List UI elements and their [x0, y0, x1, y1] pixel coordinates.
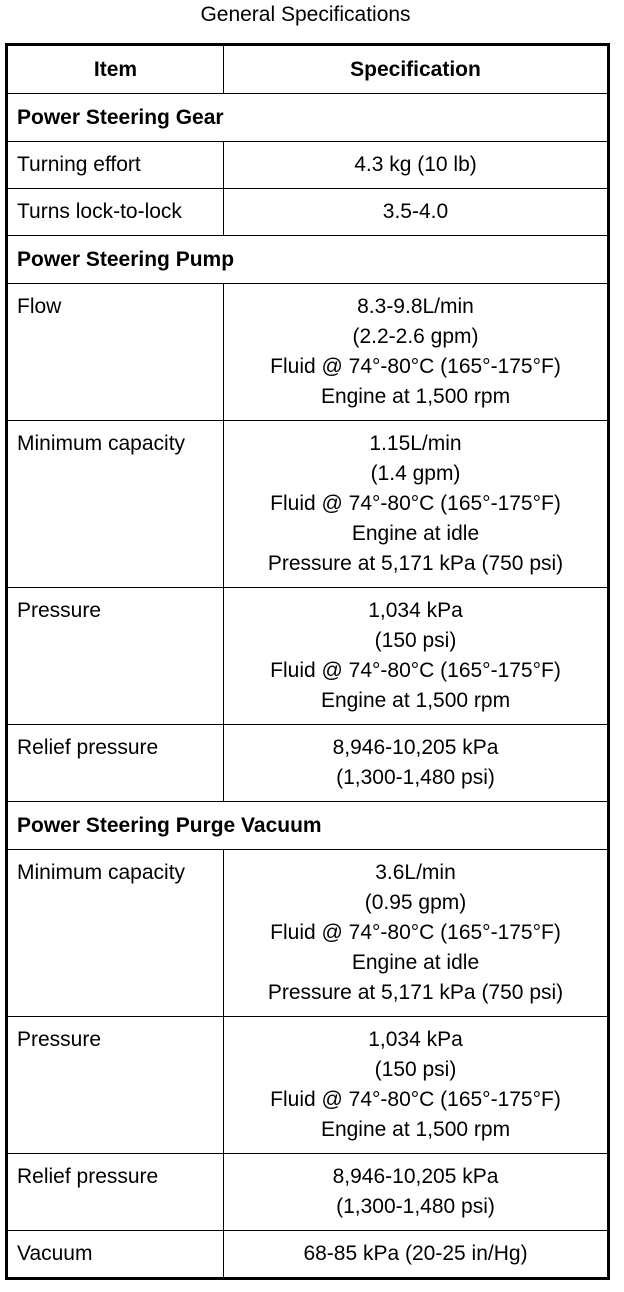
- table-row: [7, 142, 609, 189]
- specification-cell: [224, 725, 609, 802]
- specification-line: (150 psi): [374, 629, 457, 652]
- item-cell: Relief pressure: [7, 1154, 224, 1231]
- section-heading: Power Steering Purge Vacuum: [7, 802, 609, 850]
- specification-line: (1,300-1,480 psi): [336, 766, 495, 789]
- item-cell: Turning effort: [7, 142, 224, 189]
- item-cell: Minimum capacity: [7, 421, 224, 588]
- specification-line: Pressure at 5,171 kPa (750 psi): [267, 981, 564, 1004]
- specification-line: 1,034 kPa: [368, 1028, 463, 1051]
- specification-line: Fluid @ 74°-80°C (165°-175°F): [270, 659, 561, 682]
- section-heading: Power Steering Pump: [7, 236, 609, 284]
- specification-cell: [224, 189, 609, 236]
- specification-line: 3.5-4.0: [382, 200, 449, 223]
- section-row: [7, 94, 609, 142]
- specification-line: 1,034 kPa: [368, 599, 463, 622]
- specification-line: Engine at 1,500 rpm: [320, 689, 511, 712]
- specification-cell: [224, 1154, 609, 1231]
- specification-line: Engine at 1,500 rpm: [320, 1118, 511, 1141]
- table-row: [7, 284, 609, 421]
- table-header-row: [7, 45, 609, 94]
- table-row: [7, 189, 609, 236]
- specification-cell: [224, 588, 609, 725]
- specification-line: 8.3-9.8L/min: [357, 295, 474, 318]
- item-cell: Pressure: [7, 1017, 224, 1154]
- item-cell: Minimum capacity: [7, 850, 224, 1017]
- specification-line: Engine at idle: [351, 522, 480, 545]
- table-row: [7, 421, 609, 588]
- table-body: [7, 94, 609, 1279]
- item-cell: Vacuum: [7, 1231, 224, 1279]
- table-row: [7, 588, 609, 725]
- specification-line: Engine at 1,500 rpm: [320, 385, 511, 408]
- specification-line: 68-85 kPa (20-25 in/Hg): [303, 1242, 528, 1265]
- specification-line: (1,300-1,480 psi): [336, 1195, 495, 1218]
- specification-line: (1.4 gpm): [370, 462, 461, 485]
- table-row: [7, 1231, 609, 1279]
- specification-line: Pressure at 5,171 kPa (750 psi): [267, 552, 564, 575]
- item-cell: Turns lock-to-lock: [7, 189, 224, 236]
- item-cell: Flow: [7, 284, 224, 421]
- specification-line: 8,946-10,205 kPa: [332, 1165, 499, 1188]
- specification-line: 8,946-10,205 kPa: [332, 736, 499, 759]
- table-row: [7, 1017, 609, 1154]
- specification-line: (0.95 gpm): [364, 891, 467, 914]
- table-row: [7, 725, 609, 802]
- item-cell: Pressure: [7, 588, 224, 725]
- specification-line: Fluid @ 74°-80°C (165°-175°F): [270, 921, 561, 944]
- specification-line: 1.15L/min: [369, 432, 462, 455]
- specification-cell: [224, 421, 609, 588]
- specification-cell: [224, 284, 609, 421]
- section-row: [7, 236, 609, 284]
- specification-cell: [224, 1231, 609, 1279]
- specification-line: Fluid @ 74°-80°C (165°-175°F): [270, 1088, 561, 1111]
- specification-line: 4.3 kg (10 lb): [354, 153, 477, 176]
- specification-line: Fluid @ 74°-80°C (165°-175°F): [270, 355, 561, 378]
- specification-line: (2.2-2.6 gpm): [352, 325, 479, 348]
- page-title: General Specifications: [200, 3, 411, 26]
- specification-line: Fluid @ 74°-80°C (165°-175°F): [270, 492, 561, 515]
- specification-line: Engine at idle: [351, 951, 480, 974]
- item-cell: Relief pressure: [7, 725, 224, 802]
- specification-line: 3.6L/min: [375, 861, 456, 884]
- specification-line: (150 psi): [374, 1058, 457, 1081]
- table-row: [7, 850, 609, 1017]
- section-heading: Power Steering Gear: [7, 94, 609, 142]
- column-header-specification: Specification: [224, 45, 609, 94]
- section-row: [7, 802, 609, 850]
- specification-cell: [224, 142, 609, 189]
- specifications-table: [5, 43, 610, 1280]
- specification-cell: [224, 1017, 609, 1154]
- specification-cell: [224, 850, 609, 1017]
- table-row: [7, 1154, 609, 1231]
- column-header-item: Item: [7, 45, 224, 94]
